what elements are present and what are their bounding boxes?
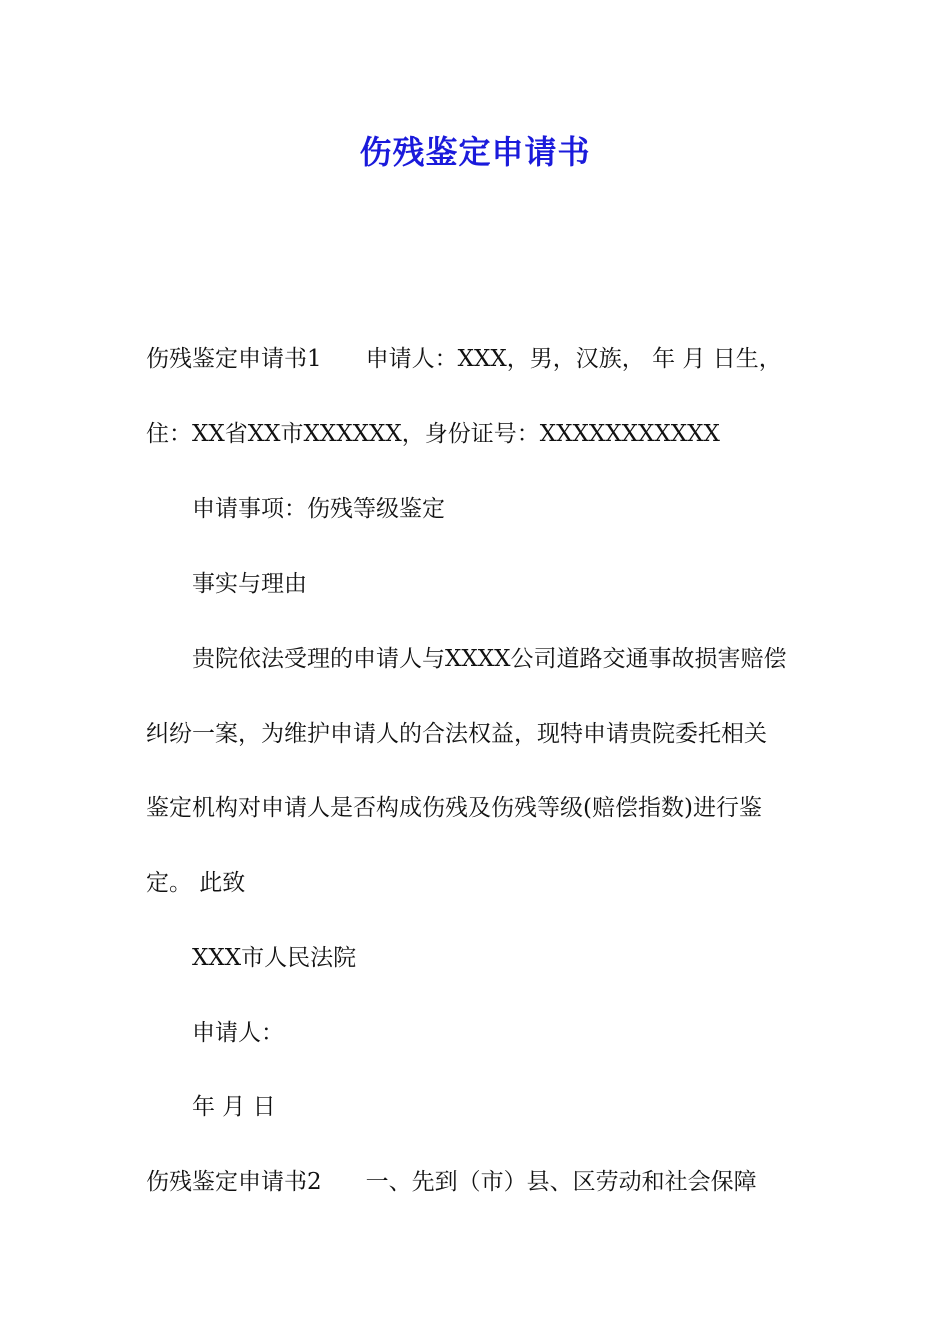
paragraph-line-3: 申请事项：伤残等级鉴定: [192, 496, 445, 522]
document-title: 伤残鉴定申请书: [359, 133, 591, 171]
section-heading-2: 伤残鉴定申请书2: [146, 1169, 322, 1195]
applicant-info: 申请人：XXX，男，汉族， 年 月 日生，: [365, 346, 782, 372]
paragraph-line-9: XXX市人民法院: [192, 945, 357, 971]
paragraph-line-10: 申请人：: [192, 1020, 284, 1046]
paragraph-line-4: 事实与理由: [192, 571, 307, 597]
paragraph-line-11: 年 月 日: [192, 1094, 276, 1120]
paragraph-line-7: 鉴定机构对申请人是否构成伤残及伤残等级(赔偿指数)进行鉴: [146, 795, 762, 821]
paragraph-line-12: [146, 1162, 836, 1202]
paragraph-line-5: 贵院依法受理的申请人与XXXX公司道路交通事故损害赔偿: [192, 646, 787, 672]
paragraph-line-6: 纠纷一案，为维护申请人的合法权益，现特申请贵院委托相关: [146, 721, 767, 747]
section-heading-1: 伤残鉴定申请书1: [146, 346, 322, 372]
paragraph-line-1: [146, 339, 836, 379]
paragraph-line-8: 定。 此致: [146, 870, 246, 896]
paragraph-line-2: 住：XX省XX市XXXXXX，身份证号：XXXXXXXXXXX: [146, 421, 720, 447]
procedure-step-1: 一、先到（市）县、区劳动和社会保障: [365, 1169, 757, 1195]
